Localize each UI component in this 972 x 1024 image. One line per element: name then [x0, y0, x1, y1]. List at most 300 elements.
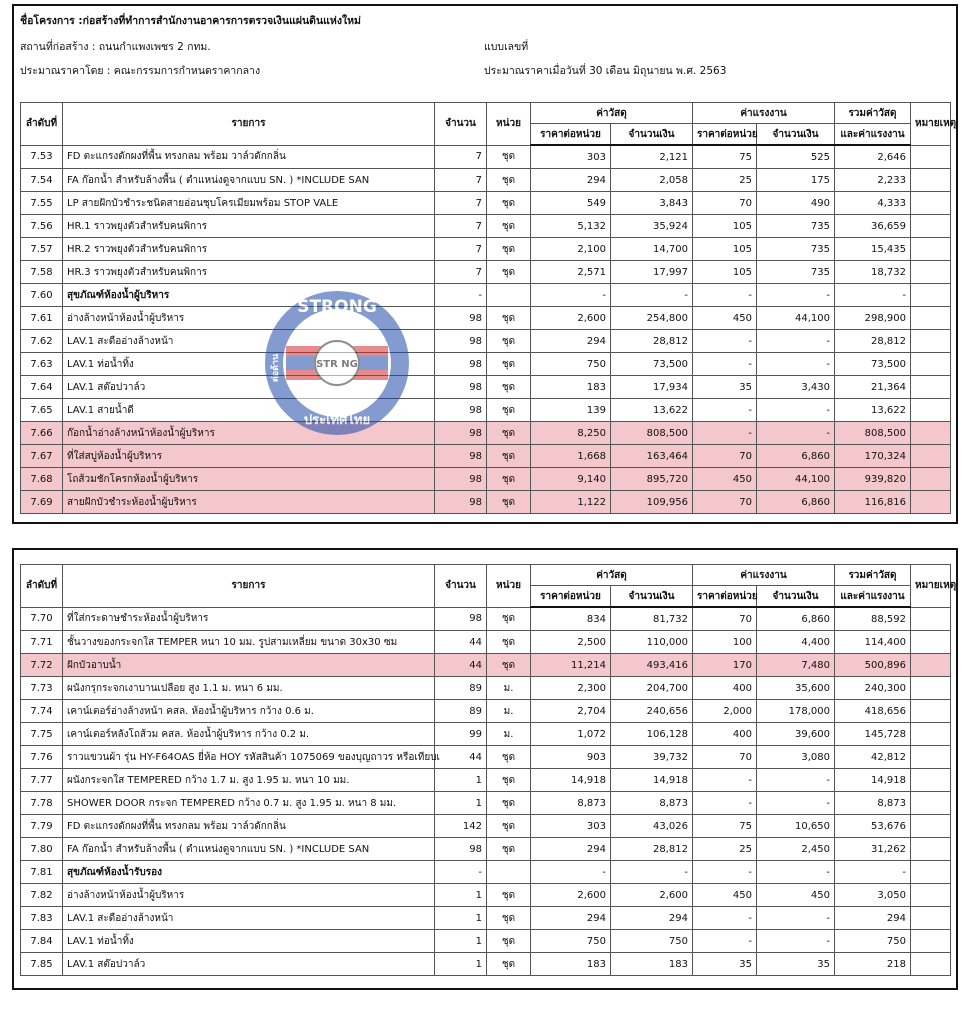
row-qty: 44	[435, 746, 487, 769]
row-material-unit-price: 2,704	[531, 700, 611, 723]
row-total: 28,812	[835, 330, 911, 353]
row-note	[911, 399, 951, 422]
row-item: ที่ใส่กระดาษชำระห้องน้ำผู้บริหาร	[63, 607, 435, 631]
row-note	[911, 238, 951, 261]
table-row	[21, 953, 951, 976]
col-header-labor: ค่าแรงงาน	[693, 103, 835, 124]
row-labor-unit-price: -	[693, 330, 757, 353]
table-row	[21, 307, 951, 330]
row-total: 2,233	[835, 169, 911, 192]
row-note	[911, 700, 951, 723]
row-item: LP สายฝักบัวชำระชนิดสายอ่อนชุบโครเมียมพร้อม STOP VALE	[63, 192, 435, 215]
row-material-unit-price: 294	[531, 330, 611, 353]
col-header-note: หมายเหตุ	[911, 103, 951, 146]
row-material-amount: 43,026	[611, 815, 693, 838]
row-note	[911, 376, 951, 399]
plan-number: แบบเลขที่	[484, 41, 529, 53]
row-total: 14,918	[835, 769, 911, 792]
table-row	[21, 353, 951, 376]
row-material-amount: 17,934	[611, 376, 693, 399]
row-unit: ชุด	[487, 261, 531, 284]
row-note	[911, 445, 951, 468]
row-material-amount: 14,700	[611, 238, 693, 261]
row-item: ที่ใส่สบู่ห้องน้ำผู้บริหาร	[63, 445, 435, 468]
construction-location: สถานที่ก่อสร้าง : ถนนกำแพงเพชร 2 กทม.	[20, 41, 211, 53]
row-number: 7.77	[21, 769, 63, 792]
row-labor-unit-price: 400	[693, 677, 757, 700]
table-row	[21, 261, 951, 284]
row-item: ชั้นวางของกระจกใส TEMPER หนา 10 มม. รูปสามเหลี่ยม ขนาด 30x30 ซม	[63, 631, 435, 654]
table-row	[21, 330, 951, 353]
row-qty: 7	[435, 238, 487, 261]
row-material-unit-price: 11,214	[531, 654, 611, 677]
table-row	[21, 746, 951, 769]
col-header-material-amount: จำนวนเงิน	[611, 124, 693, 146]
row-labor-amount: 35,600	[757, 677, 835, 700]
row-material-amount: 39,732	[611, 746, 693, 769]
row-labor-amount: 6,860	[757, 445, 835, 468]
row-labor-amount: 10,650	[757, 815, 835, 838]
row-unit: ชุด	[487, 746, 531, 769]
row-material-unit-price: 549	[531, 192, 611, 215]
row-material-amount: 493,416	[611, 654, 693, 677]
row-labor-unit-price: 25	[693, 169, 757, 192]
row-unit: ชุด	[487, 930, 531, 953]
row-qty: 1	[435, 769, 487, 792]
row-qty: 1	[435, 792, 487, 815]
row-material-amount: 28,812	[611, 330, 693, 353]
row-labor-unit-price: -	[693, 792, 757, 815]
row-note	[911, 491, 951, 514]
row-labor-amount: 44,100	[757, 468, 835, 491]
row-labor-amount: 35	[757, 953, 835, 976]
table-row	[21, 445, 951, 468]
table-row	[21, 700, 951, 723]
row-material-amount: 110,000	[611, 631, 693, 654]
table-row	[21, 145, 951, 169]
row-number: 7.64	[21, 376, 63, 399]
row-note	[911, 631, 951, 654]
strong-logo-watermark	[262, 288, 412, 438]
row-qty: 98	[435, 607, 487, 631]
row-labor-amount: 6,860	[757, 491, 835, 514]
row-labor-unit-price: 400	[693, 723, 757, 746]
row-labor-unit-price: 100	[693, 631, 757, 654]
row-material-amount: 204,700	[611, 677, 693, 700]
row-item: ฝักบัวอาบน้ำ	[63, 654, 435, 677]
row-number: 7.72	[21, 654, 63, 677]
row-material-unit-price: 139	[531, 399, 611, 422]
row-labor-amount: 175	[757, 169, 835, 192]
row-qty: 44	[435, 654, 487, 677]
table-row	[21, 491, 951, 514]
row-total: 218	[835, 953, 911, 976]
row-number: 7.83	[21, 907, 63, 930]
row-material-amount: 240,656	[611, 700, 693, 723]
row-labor-unit-price: 70	[693, 746, 757, 769]
row-material-amount: 106,128	[611, 723, 693, 746]
row-labor-unit-price: -	[693, 861, 757, 884]
row-item: อ่างล้างหน้าห้องน้ำผู้บริหาร	[63, 307, 435, 330]
row-unit: ชุด	[487, 399, 531, 422]
row-number: 7.60	[21, 284, 63, 307]
row-note	[911, 607, 951, 631]
table-row	[21, 631, 951, 654]
row-material-amount: 2,600	[611, 884, 693, 907]
row-labor-amount: -	[757, 907, 835, 930]
row-note	[911, 815, 951, 838]
row-total: 298,900	[835, 307, 911, 330]
table-row	[21, 238, 951, 261]
row-unit: ชุด	[487, 353, 531, 376]
col-header-material-unit-price: ราคาต่อหน่วย	[531, 124, 611, 146]
col-header-total-bottom: และค่าแรงงาน	[835, 124, 911, 146]
row-labor-amount: 735	[757, 215, 835, 238]
row-note	[911, 307, 951, 330]
row-qty: 89	[435, 700, 487, 723]
row-number: 7.78	[21, 792, 63, 815]
row-unit: ชุด	[487, 491, 531, 514]
table-body-top	[21, 145, 951, 514]
table-row	[21, 677, 951, 700]
row-note	[911, 145, 951, 169]
row-number: 7.69	[21, 491, 63, 514]
row-labor-unit-price: 2,000	[693, 700, 757, 723]
table-row	[21, 907, 951, 930]
row-labor-unit-price: 450	[693, 884, 757, 907]
row-unit: ชุด	[487, 838, 531, 861]
row-labor-unit-price: -	[693, 769, 757, 792]
col-header-material-unit-price: ราคาต่อหน่วย	[531, 586, 611, 608]
row-item: LAV.1 สายน้ำดี	[63, 399, 435, 422]
cost-table-bottom	[20, 564, 957, 976]
row-number: 7.74	[21, 700, 63, 723]
row-material-amount: 28,812	[611, 838, 693, 861]
row-labor-amount: -	[757, 399, 835, 422]
row-qty: 7	[435, 261, 487, 284]
col-header-labor-unit-price: ราคาต่อหน่วย	[693, 586, 757, 608]
row-qty: 98	[435, 468, 487, 491]
row-qty: 7	[435, 215, 487, 238]
row-qty: 7	[435, 192, 487, 215]
row-qty: 142	[435, 815, 487, 838]
table-row	[21, 654, 951, 677]
table-row	[21, 792, 951, 815]
row-total: 116,816	[835, 491, 911, 514]
row-unit: ม.	[487, 677, 531, 700]
row-item: เคาน์เตอร์หลังโถส้วม คสล. ห้องน้ำผู้บริหาร กว้าง 0.2 ม.	[63, 723, 435, 746]
row-labor-unit-price: 35	[693, 953, 757, 976]
col-header-labor: ค่าแรงงาน	[693, 565, 835, 586]
row-total: 500,896	[835, 654, 911, 677]
row-item: สายฝักบัวชำระห้องน้ำผู้บริหาร	[63, 491, 435, 514]
row-note	[911, 169, 951, 192]
row-labor-unit-price: -	[693, 399, 757, 422]
col-header-no: ลำดับที่	[21, 565, 63, 608]
row-item: LAV.1 สต๊อปวาล์ว	[63, 376, 435, 399]
row-item: LAV.1 สะดืออ่างล้างหน้า	[63, 330, 435, 353]
estimate-sheet-top	[12, 4, 958, 524]
row-item: FD ตะแกรงดักผงที่พื้น ทรงกลม พร้อม วาล์วดักกลิ่น	[63, 815, 435, 838]
row-material-amount: 895,720	[611, 468, 693, 491]
row-total: 73,500	[835, 353, 911, 376]
row-material-unit-price: 903	[531, 746, 611, 769]
row-labor-amount: 178,000	[757, 700, 835, 723]
row-total: 36,659	[835, 215, 911, 238]
row-labor-unit-price: 25	[693, 838, 757, 861]
row-qty: 1	[435, 907, 487, 930]
row-material-amount: 254,800	[611, 307, 693, 330]
row-qty: -	[435, 861, 487, 884]
row-total: 18,732	[835, 261, 911, 284]
table-body-bottom	[21, 607, 951, 976]
col-header-material: ค่าวัสดุ	[531, 103, 693, 124]
table-row	[21, 399, 951, 422]
row-item: ผนังกระจกใส TEMPERED กว้าง 1.7 ม. สูง 1.95 ม. หนา 10 มม.	[63, 769, 435, 792]
row-labor-amount: -	[757, 422, 835, 445]
row-material-amount: 294	[611, 907, 693, 930]
row-material-unit-price: 2,571	[531, 261, 611, 284]
row-number: 7.82	[21, 884, 63, 907]
row-number: 7.67	[21, 445, 63, 468]
row-total: 31,262	[835, 838, 911, 861]
row-unit: ชุด	[487, 953, 531, 976]
row-material-unit-price: 294	[531, 907, 611, 930]
row-note	[911, 192, 951, 215]
row-item: LAV.1 ท่อน้ำทิ้ง	[63, 353, 435, 376]
row-qty: -	[435, 284, 487, 307]
row-note	[911, 861, 951, 884]
row-unit: ชุด	[487, 215, 531, 238]
row-unit: ชุด	[487, 192, 531, 215]
project-title: ชื่อโครงการ :ก่อสร้างที่ทำการสำนักงานอาคารการตรวจเงินแผ่นดินแห่งใหม่	[20, 15, 361, 27]
row-note	[911, 330, 951, 353]
row-total: -	[835, 861, 911, 884]
row-labor-amount: 525	[757, 145, 835, 169]
row-unit: ชุด	[487, 769, 531, 792]
table-row	[21, 769, 951, 792]
row-unit: ชุด	[487, 376, 531, 399]
col-header-item: รายการ	[63, 103, 435, 146]
row-material-unit-price: 8,873	[531, 792, 611, 815]
row-labor-unit-price: 450	[693, 468, 757, 491]
row-material-amount: -	[611, 284, 693, 307]
row-note	[911, 907, 951, 930]
row-labor-amount: 7,480	[757, 654, 835, 677]
row-total: 21,364	[835, 376, 911, 399]
row-number: 7.81	[21, 861, 63, 884]
row-item: FA ก๊อกน้ำ สำหรับล้างพื้น ( ตำแหน่งดูจากแบบ SN. ) *INCLUDE SAN	[63, 169, 435, 192]
row-labor-unit-price: -	[693, 284, 757, 307]
row-labor-amount: 735	[757, 261, 835, 284]
row-unit	[487, 861, 531, 884]
row-unit: ชุด	[487, 607, 531, 631]
row-labor-unit-price: 75	[693, 815, 757, 838]
row-labor-unit-price: 35	[693, 376, 757, 399]
col-header-qty: จำนวน	[435, 103, 487, 146]
row-unit: ชุด	[487, 815, 531, 838]
row-number: 7.85	[21, 953, 63, 976]
row-qty: 98	[435, 422, 487, 445]
row-total: 294	[835, 907, 911, 930]
col-header-material: ค่าวัสดุ	[531, 565, 693, 586]
table-row	[21, 861, 951, 884]
row-labor-unit-price: 170	[693, 654, 757, 677]
row-material-amount: 8,873	[611, 792, 693, 815]
table-row	[21, 723, 951, 746]
row-note	[911, 953, 951, 976]
row-unit: ชุด	[487, 884, 531, 907]
col-header-unit: หน่วย	[487, 565, 531, 608]
row-material-amount: 808,500	[611, 422, 693, 445]
col-header-note: หมายเหตุ	[911, 565, 951, 608]
row-labor-amount: -	[757, 792, 835, 815]
row-qty: 98	[435, 376, 487, 399]
row-number: 7.68	[21, 468, 63, 491]
row-unit: ม.	[487, 723, 531, 746]
row-item: เคาน์เตอร์อ่างล้างหน้า คสล. ห้องน้ำผู้บริหาร กว้าง 0.6 ม.	[63, 700, 435, 723]
row-qty: 1	[435, 930, 487, 953]
row-number: 7.71	[21, 631, 63, 654]
row-labor-amount: -	[757, 930, 835, 953]
row-qty: 98	[435, 307, 487, 330]
estimate-sheet-bottom	[12, 548, 958, 990]
row-number: 7.61	[21, 307, 63, 330]
row-labor-unit-price: 70	[693, 192, 757, 215]
row-labor-amount: -	[757, 353, 835, 376]
row-labor-amount: -	[757, 861, 835, 884]
row-item: HR.3 ราวพยุงตัวสำหรับคนพิการ	[63, 261, 435, 284]
row-qty: 98	[435, 838, 487, 861]
row-labor-unit-price: -	[693, 930, 757, 953]
row-material-unit-price: 750	[531, 930, 611, 953]
row-qty: 98	[435, 330, 487, 353]
row-labor-amount: -	[757, 330, 835, 353]
row-labor-amount: 450	[757, 884, 835, 907]
col-header-total-top: รวมค่าวัสดุ	[835, 565, 911, 586]
row-qty: 98	[435, 399, 487, 422]
row-unit: ม.	[487, 700, 531, 723]
row-material-unit-price: 2,100	[531, 238, 611, 261]
row-labor-unit-price: -	[693, 907, 757, 930]
row-number: 7.65	[21, 399, 63, 422]
col-header-labor-amount: จำนวนเงิน	[757, 124, 835, 146]
row-total: 4,333	[835, 192, 911, 215]
row-labor-amount: 735	[757, 238, 835, 261]
row-item: LAV.1 สต๊อปวาล์ว	[63, 953, 435, 976]
table-row	[21, 815, 951, 838]
row-labor-amount: 44,100	[757, 307, 835, 330]
row-labor-unit-price: -	[693, 353, 757, 376]
row-labor-amount: 3,080	[757, 746, 835, 769]
table-row	[21, 422, 951, 445]
row-qty: 7	[435, 145, 487, 169]
row-labor-amount: 6,860	[757, 607, 835, 631]
row-item: FA ก๊อกน้ำ สำหรับล้างพื้น ( ตำแหน่งดูจากแบบ SN. ) *INCLUDE SAN	[63, 838, 435, 861]
row-total: 15,435	[835, 238, 911, 261]
row-number: 7.66	[21, 422, 63, 445]
row-total: 3,050	[835, 884, 911, 907]
row-material-unit-price: 294	[531, 838, 611, 861]
row-number: 7.70	[21, 607, 63, 631]
row-material-unit-price: 303	[531, 145, 611, 169]
row-material-amount: 81,732	[611, 607, 693, 631]
row-item: LAV.1 ท่อน้ำทิ้ง	[63, 930, 435, 953]
row-note	[911, 284, 951, 307]
row-total: 808,500	[835, 422, 911, 445]
row-unit: ชุด	[487, 468, 531, 491]
estimator: ประมาณราคาโดย : คณะกรรมการกำหนดราคากลาง	[20, 65, 261, 77]
row-material-amount: 2,058	[611, 169, 693, 192]
table-row	[21, 376, 951, 399]
row-qty: 44	[435, 631, 487, 654]
row-note	[911, 723, 951, 746]
row-labor-unit-price: 70	[693, 491, 757, 514]
row-note	[911, 838, 951, 861]
row-item: ผนังกรุกระจกเงาบานเปลือย สูง 1.1 ม. หนา 6 มม.	[63, 677, 435, 700]
row-qty: 7	[435, 169, 487, 192]
table-row	[21, 468, 951, 491]
row-material-amount: 109,956	[611, 491, 693, 514]
row-item: ราวแขวนผ้า รุ่น HY-F64OAS ยี่ห้อ HOY รหัสสินค้า 1075069 ของบุญถาวร หรือเทียบเ	[63, 746, 435, 769]
estimate-date: ประมาณราคาเมื่อวันที่ 30 เดือน มิถุนายน พ.ศ. 2563	[484, 65, 727, 77]
table-row	[21, 284, 951, 307]
table-row	[21, 192, 951, 215]
row-labor-unit-price: 75	[693, 145, 757, 169]
table-row	[21, 838, 951, 861]
row-labor-unit-price: 70	[693, 607, 757, 631]
row-labor-amount: 490	[757, 192, 835, 215]
row-note	[911, 353, 951, 376]
row-note	[911, 884, 951, 907]
row-material-amount: 14,918	[611, 769, 693, 792]
row-total: 114,400	[835, 631, 911, 654]
row-material-unit-price: 303	[531, 815, 611, 838]
row-item: สุขภัณฑ์ห้องน้ำรับรอง	[63, 861, 435, 884]
row-total: 939,820	[835, 468, 911, 491]
row-qty: 99	[435, 723, 487, 746]
row-number: 7.62	[21, 330, 63, 353]
row-material-unit-price: 2,600	[531, 307, 611, 330]
row-unit: ชุด	[487, 330, 531, 353]
row-material-unit-price: 2,600	[531, 884, 611, 907]
row-number: 7.76	[21, 746, 63, 769]
row-material-unit-price: 750	[531, 353, 611, 376]
row-qty: 98	[435, 445, 487, 468]
col-header-labor-amount: จำนวนเงิน	[757, 586, 835, 608]
col-header-unit: หน่วย	[487, 103, 531, 146]
row-number: 7.58	[21, 261, 63, 284]
row-material-unit-price: 8,250	[531, 422, 611, 445]
row-note	[911, 654, 951, 677]
row-labor-amount: -	[757, 284, 835, 307]
row-qty: 1	[435, 884, 487, 907]
watermark-text-top: STRONG	[297, 297, 377, 317]
row-labor-unit-price: 105	[693, 238, 757, 261]
row-unit: ชุด	[487, 631, 531, 654]
row-total: 2,646	[835, 145, 911, 169]
cost-table-top	[20, 102, 957, 514]
row-total: 418,656	[835, 700, 911, 723]
row-labor-unit-price: 105	[693, 215, 757, 238]
row-item: HR.1 ราวพยุงตัวสำหรับคนพิการ	[63, 215, 435, 238]
row-labor-unit-price: 450	[693, 307, 757, 330]
row-number: 7.80	[21, 838, 63, 861]
row-total: 53,676	[835, 815, 911, 838]
row-material-unit-price: 9,140	[531, 468, 611, 491]
row-unit	[487, 284, 531, 307]
col-header-total-bottom: และค่าแรงงาน	[835, 586, 911, 608]
